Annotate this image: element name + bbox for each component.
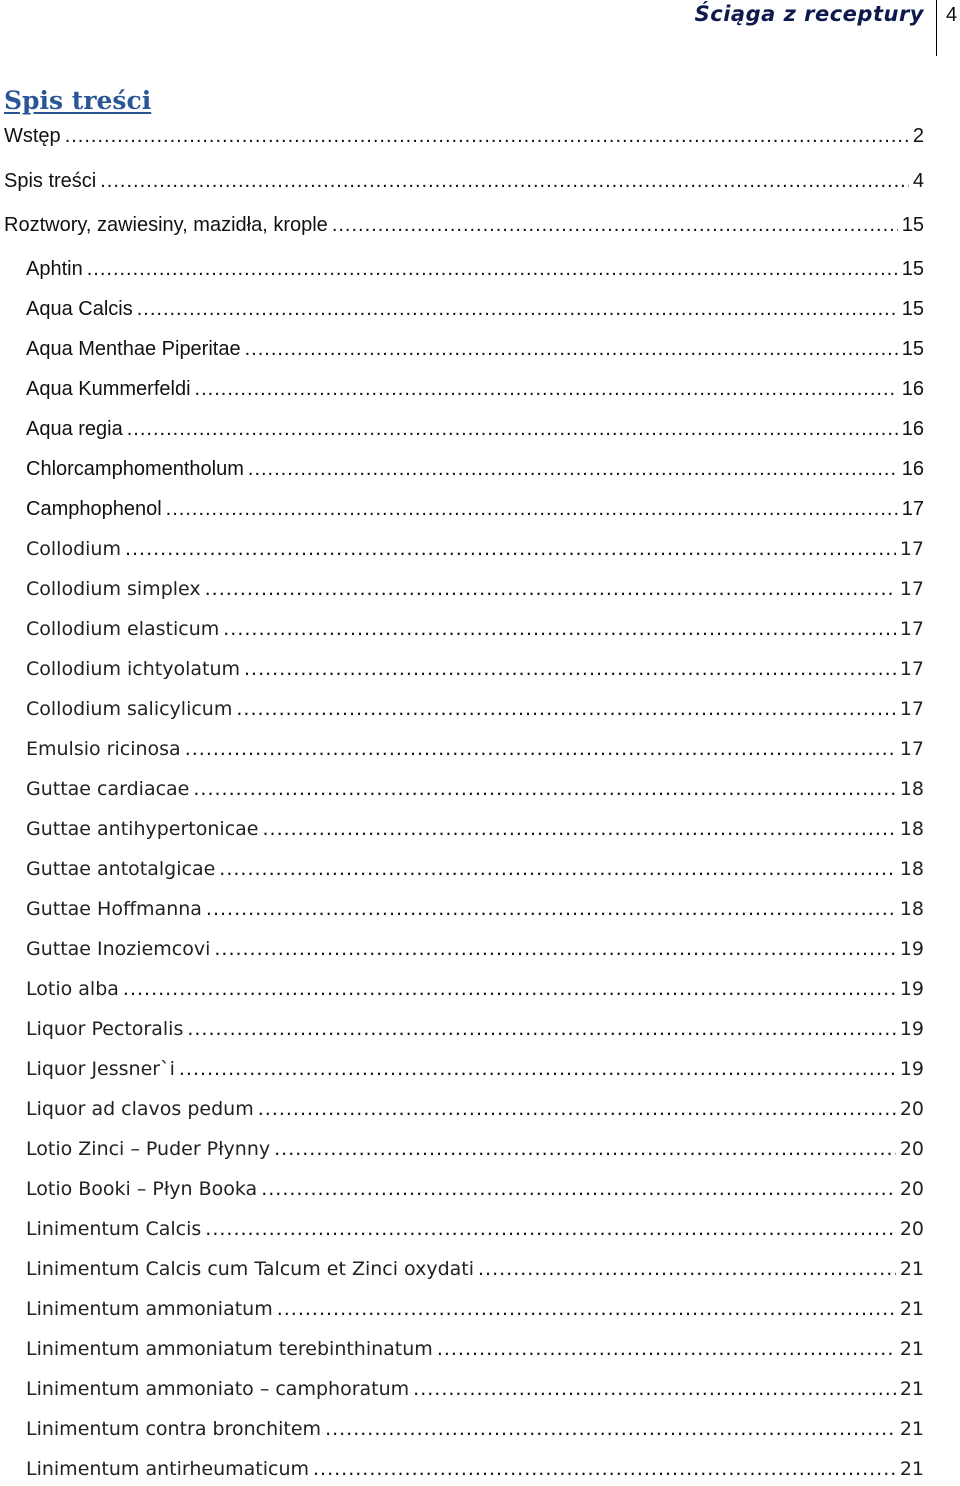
toc-entry-label: Collodium ichtyolatum — [26, 658, 241, 680]
toc-entry-page: 18 — [899, 778, 924, 800]
toc-dot-leader — [274, 1138, 896, 1160]
toc-entry-page: 20 — [899, 1098, 924, 1120]
toc-entry[interactable] — [26, 498, 924, 526]
toc-entry-page: 15 — [901, 214, 924, 236]
toc-entry-label: Lotio Zinci – Puder Płynny — [26, 1138, 271, 1160]
toc-dot-leader — [313, 1458, 896, 1480]
toc-dot-leader — [223, 618, 896, 640]
toc-entry-page: 21 — [899, 1378, 924, 1400]
toc-entry-label: Liquor Jessner`i — [26, 1058, 175, 1080]
toc-entry[interactable] — [26, 1178, 924, 1206]
toc-entry-page: 21 — [899, 1418, 924, 1440]
toc-entry-label: Chlorcamphomentholum — [26, 458, 244, 480]
toc-entry-label: Linimentum ammoniato – camphoratum — [26, 1378, 410, 1400]
toc-entry-label: Guttae Inoziemcovi — [26, 938, 211, 960]
toc-entry-page: 18 — [899, 858, 924, 880]
toc-entry-page: 19 — [899, 938, 924, 960]
toc-dot-leader — [437, 1338, 896, 1360]
toc-entry-label: Lotio alba — [26, 978, 119, 1000]
toc-dot-leader — [248, 458, 898, 481]
toc-entry[interactable] — [26, 1298, 924, 1326]
toc-entry[interactable] — [26, 338, 924, 366]
toc-entry[interactable] — [26, 298, 924, 326]
toc-entry-page: 15 — [901, 298, 924, 320]
toc-entry-page: 4 — [912, 170, 924, 192]
toc-entry[interactable] — [26, 258, 924, 286]
toc-entry-page: 17 — [901, 498, 924, 520]
toc-entry[interactable] — [26, 458, 924, 486]
toc-entry[interactable] — [26, 978, 924, 1006]
toc-entry[interactable] — [26, 1418, 924, 1446]
toc-dot-leader — [166, 498, 898, 521]
toc-dot-leader — [325, 1418, 896, 1440]
toc-entry[interactable] — [26, 698, 924, 726]
toc-dot-leader — [195, 378, 898, 401]
toc-entry-page: 19 — [899, 1058, 924, 1080]
toc-entry[interactable] — [26, 1258, 924, 1286]
toc-entry-page: 17 — [899, 538, 924, 560]
toc-dot-leader — [100, 170, 909, 193]
toc-entry[interactable] — [26, 618, 924, 646]
toc-entry[interactable] — [26, 1218, 924, 1246]
toc-entry-label: Aphtin — [26, 258, 83, 280]
toc-dot-leader — [332, 214, 898, 237]
toc-entry-label: Linimentum antirheumaticum — [26, 1458, 310, 1480]
toc-entry-page: 18 — [899, 818, 924, 840]
header-title: Ściąga z receptury — [694, 2, 924, 26]
toc-entry-label: Aqua Kummerfeldi — [26, 378, 191, 400]
toc-entry[interactable] — [26, 538, 924, 566]
toc-entry-page: 20 — [899, 1138, 924, 1160]
toc-entry[interactable] — [26, 1138, 924, 1166]
toc-dot-leader — [206, 898, 896, 920]
toc-entry-label: Linimentum ammoniatum terebinthinatum — [26, 1338, 433, 1360]
toc-dot-leader — [187, 1018, 895, 1040]
toc-entry-page: 21 — [899, 1338, 924, 1360]
toc-entry-page: 21 — [899, 1298, 924, 1320]
toc-dot-leader — [258, 1098, 896, 1120]
toc-entry[interactable] — [26, 898, 924, 926]
toc-entry-label: Lotio Booki – Płyn Booka — [26, 1178, 258, 1200]
toc-entry-label: Collodium simplex — [26, 578, 201, 600]
toc-entry-label: Guttae cardiacae — [26, 778, 190, 800]
toc-entry-label: Wstęp — [4, 125, 61, 147]
toc-entry[interactable] — [26, 738, 924, 766]
toc-entry-label: Linimentum Calcis cum Talcum et Zinci oxydati — [26, 1258, 475, 1280]
toc-entry-label: Collodium elasticum — [26, 618, 220, 640]
toc-entry-label: Spis treści — [4, 170, 97, 192]
toc-dot-leader — [193, 778, 895, 800]
toc-entry-page: 17 — [899, 738, 924, 760]
toc-entry-label: Liquor Pectoralis — [26, 1018, 184, 1040]
toc-entry[interactable] — [26, 1018, 924, 1046]
toc-entry-page: 19 — [899, 978, 924, 1000]
toc-dot-leader — [478, 1258, 896, 1280]
toc-dot-leader — [125, 538, 896, 560]
toc-entry-label: Aqua regia — [26, 418, 123, 440]
toc-entry[interactable] — [26, 418, 924, 446]
toc-entry-page: 21 — [899, 1258, 924, 1280]
toc-entry[interactable] — [26, 778, 924, 806]
toc-heading[interactable]: Spis treści — [4, 86, 152, 115]
toc-entry[interactable] — [26, 378, 924, 406]
toc-entry-page: 21 — [899, 1458, 924, 1480]
toc-entry[interactable] — [26, 858, 924, 886]
toc-entry[interactable] — [26, 1338, 924, 1366]
toc-dot-leader — [219, 858, 896, 880]
toc-dot-leader — [205, 1218, 896, 1240]
toc-entry-page: 17 — [899, 618, 924, 640]
toc-entry-label: Aqua Menthae Piperitae — [26, 338, 241, 360]
toc-entry-page: 19 — [899, 1018, 924, 1040]
toc-entry-label: Linimentum contra bronchitem — [26, 1418, 322, 1440]
toc-entry-label: Aqua Calcis — [26, 298, 133, 320]
toc-dot-leader — [413, 1378, 896, 1400]
toc-entry-label: Guttae antihypertonicae — [26, 818, 259, 840]
toc-dot-leader — [261, 1178, 896, 1200]
toc-entry[interactable] — [4, 125, 924, 153]
toc-entry-label: Collodium — [26, 538, 121, 560]
toc-entry[interactable] — [26, 1058, 924, 1086]
toc-entry-page: 20 — [899, 1178, 924, 1200]
toc-entry[interactable] — [26, 658, 924, 686]
toc-entry-label: Collodium salicylicum — [26, 698, 233, 720]
toc-dot-leader — [137, 298, 898, 321]
toc-dot-leader — [205, 578, 896, 600]
header-page-number: 4 — [946, 4, 958, 26]
toc-dot-leader — [214, 938, 895, 960]
toc-entry-page: 17 — [899, 658, 924, 680]
toc-dot-leader — [236, 698, 895, 720]
toc-entry-label: Liquor ad clavos pedum — [26, 1098, 254, 1120]
toc-entry[interactable] — [4, 170, 924, 198]
toc-dot-leader — [179, 1058, 896, 1080]
toc-entry-page: 15 — [901, 258, 924, 280]
header-divider — [936, 0, 937, 56]
toc-entry-page: 17 — [899, 698, 924, 720]
toc-entry[interactable] — [26, 1378, 924, 1406]
toc-entry-label: Roztwory, zawiesiny, mazidła, krople — [4, 214, 328, 236]
toc-dot-leader — [262, 818, 895, 840]
toc-entry-label: Camphophenol — [26, 498, 162, 520]
toc-entry-label: Linimentum Calcis — [26, 1218, 202, 1240]
toc-dot-leader — [245, 338, 898, 361]
toc-dot-leader — [127, 418, 898, 441]
toc-entry[interactable] — [26, 1098, 924, 1126]
toc-dot-leader — [65, 125, 909, 148]
toc-entry-page: 16 — [901, 378, 924, 400]
toc-entry-label: Emulsio ricinosa — [26, 738, 181, 760]
page-header — [0, 0, 960, 60]
toc-dot-leader — [277, 1298, 896, 1320]
toc-entry[interactable] — [26, 818, 924, 846]
toc-entry[interactable] — [26, 578, 924, 606]
toc-entry-page: 18 — [899, 898, 924, 920]
toc-entry-page: 15 — [901, 338, 924, 360]
toc-entry-label: Guttae Hoffmanna — [26, 898, 202, 920]
toc-entry-page: 16 — [901, 418, 924, 440]
toc-entry[interactable] — [4, 214, 924, 242]
toc-entry-page: 20 — [899, 1218, 924, 1240]
toc-entry-page: 17 — [899, 578, 924, 600]
toc-entry-label: Linimentum ammoniatum — [26, 1298, 273, 1320]
toc-entry-label: Guttae antotalgicae — [26, 858, 216, 880]
toc-entry[interactable] — [26, 938, 924, 966]
toc-entry-page: 2 — [912, 125, 924, 147]
toc-dot-leader — [244, 658, 896, 680]
toc-dot-leader — [185, 738, 896, 760]
toc-entry-page: 16 — [901, 458, 924, 480]
toc-dot-leader — [123, 978, 896, 1000]
toc-dot-leader — [87, 258, 898, 281]
toc-entry[interactable] — [26, 1458, 924, 1486]
